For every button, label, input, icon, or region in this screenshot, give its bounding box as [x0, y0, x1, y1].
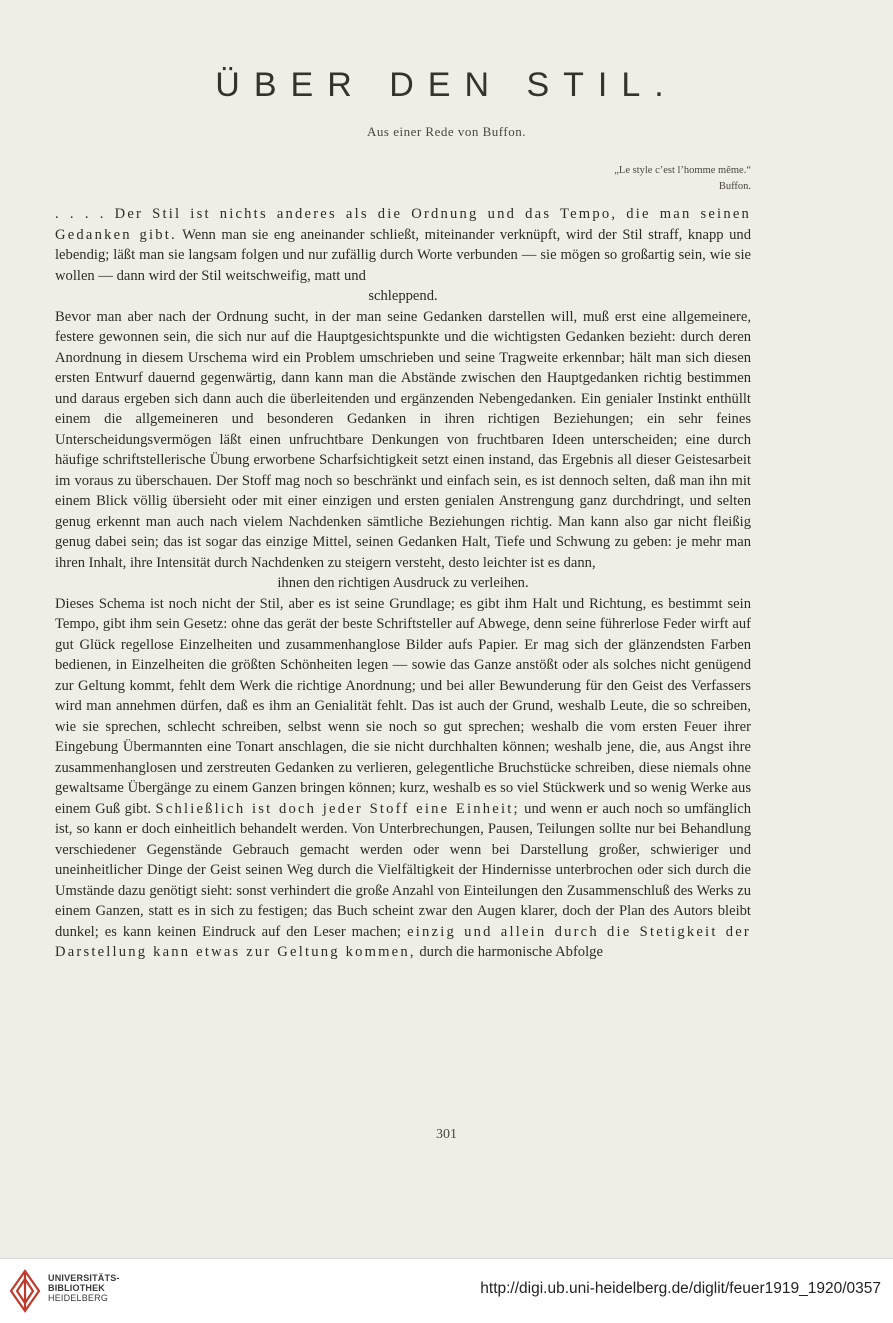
- spaced-phrase: . . . . Der Stil ist nichts anderes als die Ordnung und das Tempo, die man seinen Gedanken gibt.: [55, 206, 751, 243]
- body-text: [55, 204, 751, 963]
- paragraph-3-a: Dieses Schema ist noch nicht der Stil, aber es ist seine Grundlage; es gibt ihm Halt und Richtung, es bestimmt sein Tempo, gibt ihm sein Gesetz: ohne das gerät der beste Schriftsteller auf Abwege, denn seine führerlose Feder wirft auf gut Glück regellose Einzelheiten und zusammenhanglose Bilder aufs Papier. Er mag sich der glänzendsten Farben bedienen, in Einzelheiten die größten Schönheiten legen — sowie das Ganze anstößt oder als solches nicht genügend zur Geltung kommt, fehlt dem Werk die richtige Anordnung; und bei aller Bewunderung für den Geist des Verfassers wird man annehmen dürfen, daß es ihm an Genialität fehlt. Das ist auch der Grund, weshalb Leute, die so schreiben, wie sie sprechen, schlecht schreiben, selbst wenn sie noch so gut sprechen; weshalb die vom ersten Feuer ihrer Eingebung Übermannten eine Tonart anschlagen, die sie nicht durchhalten können; weshalb jene, die, aus Angst ihre zusammenhanglosen und zerstreuten Gedanken zu verlieren, gelegentliche Bruchstücke schreiben, diese niemals ohne gewaltsame Übergänge zu einem Ganzen bringen können; kurz, weshalb es so viel Stückwerk und so wenig Werke aus einem Guß gibt.: [55, 595, 751, 817]
- page-number: 301: [436, 1127, 457, 1142]
- article-title: ÜBER DEN STIL.: [215, 66, 678, 104]
- motto-quote: „Le style c’est l’homme même.“: [614, 165, 751, 176]
- library-line-3: HEIDELBERG: [48, 1293, 109, 1303]
- motto: [614, 163, 751, 195]
- article-subtitle: Aus einer Rede von Buffon.: [367, 124, 526, 139]
- library-line-1: UNIVERSITÄTS-: [48, 1273, 120, 1283]
- library-logo-icon[interactable]: [8, 1267, 42, 1315]
- paragraph-1-rest: Wenn man sie eng aneinander schließt, miteinander verknüpft, wird der Stil straff, knapp und lebendig; läßt man sie langsam folgen und nur zufällig durch Worte verbunden — sie mögen so großartig sein, wie sie wollen — dann wird der Stil weitschweifig, matt und: [55, 226, 751, 284]
- paragraph-3-c: durch die harmonische Abfolge: [415, 944, 603, 960]
- paragraph-2-text: Bevor man aber nach der Ordnung sucht, in der man seine Gedanken darstellen will, muß erst eine allgemeinere, festere gewonnen sein, die sich nur auf die Hauptgesichtspunkte und die wichtigsten Gedanken bezieht: durch deren Anordnung in diesem Urschema wird ein Problem umschrieben und seine Tragweite erkennbar; hält man sich diesen ersten Entwurf dauernd gegenwärtig, dann kann man die Abstände zwischen den Hauptgedanken richtig bestimmen und daraus ergeben sich dann auch die überleitenden und ergänzenden Nebengedanken. Ein genialer Instinkt enthüllt einem die allgemeineren und besonderen Gedanken in ihren richtigen Beziehungen; ein sehr feines Unterscheidungsvermögen läßt einen unfruchtbare Denkungen von fruchtbaren Ideen unterscheiden; eine durch häufige schriftstellerische Übung erworbene Scharfsichtigkeit setzt einen instand, das Ergebnis all dieser Geistesarbeit im voraus zu überschauen. Der Stoff mag noch so beschränkt und einfach sein, es ist dennoch selten, daß man ihn mit einem Blick völlig übersieht oder mit einer einzigen und ersten genialen Anstrengung ganz durchdringt, und selten genug erkennt man auch nach vielem Nachdenken sämtliche Beziehungen richtig. Man kann also gar nicht fleißig genug dabei sein; das ist sogar das einzige Mittel, seinen Gedanken Halt, Tiefe und Schwung zu geben: je mehr man ihren Inhalt, ihre Intensität durch Nachdenken zu steigern versteht, desto leichter ist es dann,: [55, 308, 751, 571]
- paragraph-1: [55, 204, 751, 307]
- spaced-phrase: Schließlich ist doch jeder Stoff eine Einheit;: [155, 800, 520, 817]
- permalink-url[interactable]: http://digi.ub.uni-heidelberg.de/diglit/feuer1919_1920/0357: [480, 1280, 881, 1297]
- paragraph-2-end: ihnen den richtigen Ausdruck zu verleihen.: [277, 575, 529, 591]
- library-line-2: BIBLIOTHEK: [48, 1283, 105, 1293]
- motto-author: Buffon.: [718, 181, 751, 192]
- paragraph-2: [55, 307, 751, 594]
- paragraph-1-end: schleppend.: [368, 288, 438, 304]
- paragraph-3-b: und wenn er auch noch so umfänglich ist, so kann er doch einheitlich behandelt werden. Von Unterbrechungen, Pausen, Teilungen sollte nur bei Behandlung verschiedener Gegenstände Gebrauch gemacht werden oder wenn bei Darstellung großer, schwieriger und uneinheitlicher Dinge der Geist seinen Weg durch die Vielfältigkeit der Hindernisse unterbrochen oder sich durch die Umstände dazu genötigt sieht: sonst verhindert die große Anzahl von Einteilungen den Zusammenschluß des Werks zu einem Ganzen, statt es in sich zu festigen; das Buch scheint zwar den Augen klarer, doch der Plan des Autors bleibt dunkel; es kann keinen Eindruck auf den Leser machen;: [55, 800, 752, 940]
- paragraph-3: [55, 594, 751, 963]
- spaced-phrase: einzig und allein durch die Stetigkeit der Darstellung kann etwas zur Geltung kommen,: [55, 923, 751, 960]
- viewer-footer: [0, 1258, 893, 1323]
- library-name[interactable]: [48, 1273, 120, 1303]
